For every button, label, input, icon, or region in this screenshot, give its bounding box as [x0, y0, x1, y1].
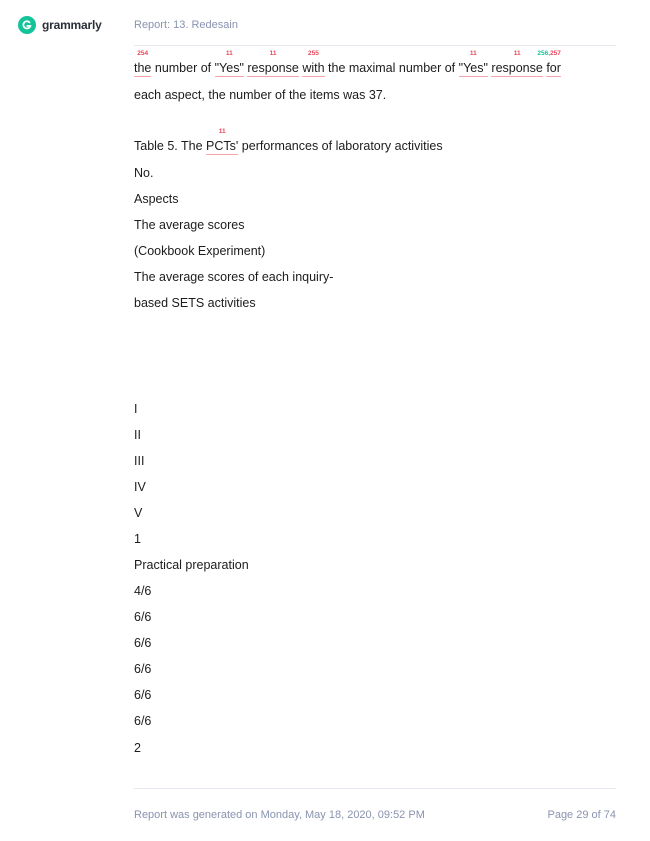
text-line: 6/6	[134, 714, 152, 728]
header-divider	[134, 45, 616, 46]
text-line: 6/6	[134, 636, 152, 650]
text-line: 6/6	[134, 662, 152, 676]
issue-marker: 11	[269, 50, 277, 57]
text-line: 2	[134, 741, 141, 755]
brand-name: grammarly	[42, 18, 102, 32]
flagged-word[interactable]: 11 "Yes"	[458, 50, 488, 75]
text-line: II	[134, 428, 141, 442]
text-line: The average scores	[134, 218, 245, 232]
text-line: 6/6	[134, 610, 152, 624]
grammarly-g-icon	[18, 16, 36, 34]
grammarly-logo	[18, 16, 102, 34]
report-title: Report: 13. Redesain	[134, 19, 238, 31]
page-number: Page 29 of 74	[547, 809, 616, 821]
table-caption: Table 5. The 11 PCTs' performances of laboratory activities	[134, 128, 443, 153]
text-line-2: each aspect, the number of the items was 37.	[134, 88, 387, 102]
text-line-1: 254 the number of 11 "Yes" 11 response 255 with the maximal number of 11 "Yes" 11 response 256,257 for	[134, 50, 561, 75]
issue-marker: 11	[513, 50, 521, 57]
issue-marker: 254	[137, 50, 149, 57]
text-line: 4/6	[134, 584, 152, 598]
issue-marker-pair: 256,257	[537, 50, 561, 57]
text-line: I	[134, 402, 138, 416]
text-line: Aspects	[134, 192, 179, 206]
issue-marker: 255	[307, 50, 319, 57]
issue-marker: 11	[225, 50, 233, 57]
flagged-word[interactable]: 254 the	[134, 50, 152, 75]
text-line: Practical preparation	[134, 558, 249, 572]
text-line: IV	[134, 480, 146, 494]
text-line: 6/6	[134, 688, 152, 702]
text-line: based SETS activities	[134, 296, 256, 310]
issue-marker: 11	[218, 128, 226, 135]
flagged-word[interactable]: 255 with	[302, 50, 325, 75]
footer-divider	[134, 788, 616, 789]
issue-marker: 11	[469, 50, 477, 57]
flagged-word[interactable]: 11 PCTs'	[206, 128, 239, 153]
flagged-word[interactable]: 11 response	[491, 50, 543, 75]
flagged-word[interactable]: 256,257 for	[537, 50, 561, 75]
flagged-word[interactable]: 11 "Yes"	[214, 50, 244, 75]
report-generated-text: Report was generated on Monday, May 18, 2020, 09:52 PM	[134, 809, 425, 821]
text-line: III	[134, 454, 145, 468]
flagged-word[interactable]: 11 response	[247, 50, 299, 75]
text-line: V	[134, 506, 143, 520]
text-line: (Cookbook Experiment)	[134, 244, 266, 258]
text-line: 1	[134, 532, 141, 546]
text-line: The average scores of each inquiry-	[134, 270, 334, 284]
text-line: No.	[134, 166, 154, 180]
